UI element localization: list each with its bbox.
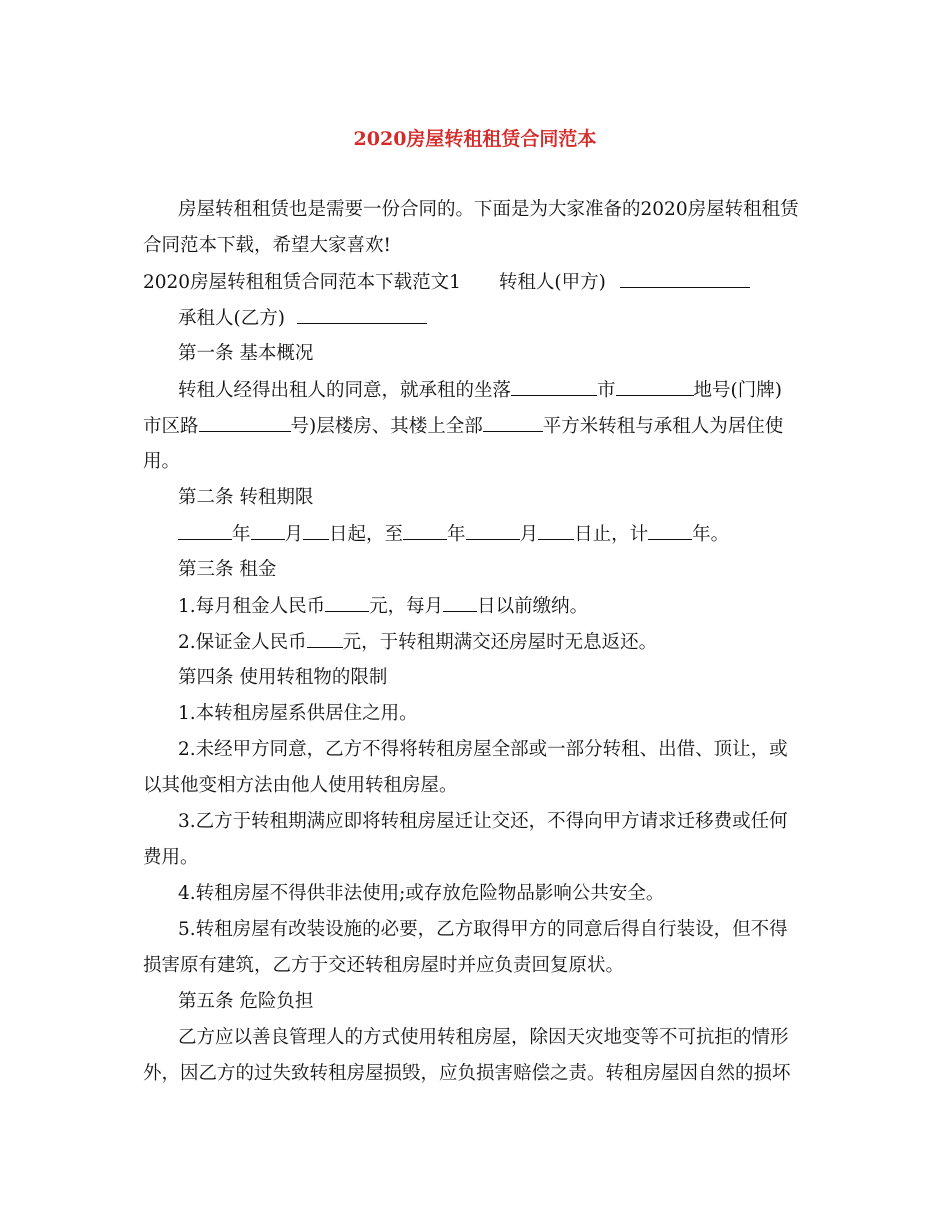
rent-text: 1.每月租金人民币 [178, 596, 326, 617]
article-3-title: 第三条 租金 [178, 559, 277, 580]
article-4-item-1: 1.本转租房屋系供居住之用。 [178, 703, 418, 724]
area-blank [483, 415, 543, 432]
rent-text: 日以前缴纳。 [477, 596, 589, 617]
article-4-item-5-line-1: 5.转租房屋有改装设施的必要，乙方取得甲方的同意后得自行装设，但不得 [178, 919, 788, 940]
party-b-blank [297, 307, 427, 324]
deposit-row [178, 631, 657, 654]
article-5-line-1: 乙方应以善良管理人的方式使用转租房屋，除因天灾地变等不可抗拒的情形 [178, 1027, 789, 1048]
article-1-text: 地号(门牌) [693, 380, 782, 401]
start-month-blank [251, 523, 285, 540]
lease-term-row [178, 523, 729, 546]
article-4-item-3-line-2: 费用。 [143, 847, 199, 868]
rent-text: 元，每月 [369, 596, 444, 617]
article-1-title: 第一条 基本概况 [178, 343, 314, 364]
deposit-blank [307, 631, 343, 648]
lease-term-text: 日止，计 [574, 524, 649, 545]
article-5-line-2: 外，因乙方的过失致转租房屋损毁，应负损害赔偿之责。转租房屋因自然的损坏 [143, 1063, 791, 1084]
article-4-title: 第四条 使用转租物的限制 [178, 667, 388, 688]
lease-term-text: 年。 [692, 524, 730, 545]
article-4-item-5-line-2: 损害原有建筑，乙方于交还转租房屋时并应负责回复原状。 [143, 955, 625, 976]
article-1-text: 转租人经得出租人的同意，就承租的坐落 [178, 380, 512, 401]
sample-heading-row [143, 271, 750, 294]
party-b-row [178, 307, 427, 330]
location-blank [511, 379, 597, 396]
article-1-text: 市区路 [143, 416, 199, 437]
start-year-blank [178, 523, 232, 540]
lease-term-text: 月 [519, 524, 539, 545]
deposit-text: 2.保证金人民币 [178, 632, 307, 653]
article-1-text: 平方米转租与承租人为居住使 [542, 416, 784, 437]
lot-number-blank [616, 379, 694, 396]
party-b-label: 承租人(乙方) [178, 308, 285, 329]
lease-term-text: 年 [447, 524, 466, 545]
lease-term-text: 日起，至 [329, 524, 404, 545]
lease-term-text: 月 [284, 524, 304, 545]
article-2-title: 第二条 转租期限 [178, 487, 314, 508]
party-a-label: 转租人(甲方) [498, 272, 606, 293]
deposit-text: 元，于转租期满交还房屋时无息返还。 [342, 632, 658, 653]
end-month-blank [466, 523, 520, 540]
intro-paragraph-line-1: 房屋转租租赁也是需要一份合同的。下面是为大家准备的2020房屋转租租赁 [178, 199, 799, 220]
article-1-line-3: 用。 [143, 451, 181, 472]
rent-row [178, 595, 588, 618]
article-5-title: 第五条 危险负担 [178, 991, 314, 1012]
intro-paragraph-line-2: 合同范本下载，希望大家喜欢! [143, 235, 391, 256]
sample-heading: 2020房屋转租租赁合同范本下载范文1 [143, 272, 461, 293]
document-title: 2020房屋转租租赁合同范本 [353, 128, 597, 150]
monthly-rent-blank [325, 595, 369, 612]
article-4-item-2-line-1: 2.未经甲方同意，乙方不得将转租房屋全部或一部分转租、出借、顶让，或 [178, 739, 788, 760]
article-1-line-2 [143, 415, 783, 438]
article-4-item-2-line-2: 以其他变相方法由他人使用转租房屋。 [143, 775, 458, 796]
payment-day-blank [443, 595, 477, 612]
end-day-blank [538, 523, 574, 540]
article-1-text: 号)层楼房、其楼上全部 [290, 416, 483, 437]
start-day-blank [303, 523, 329, 540]
article-4-item-4: 4.转租房屋不得供非法使用;或存放危险物品影响公共安全。 [178, 883, 665, 904]
article-1-text: 市 [597, 380, 616, 401]
total-years-blank [648, 523, 692, 540]
article-4-item-3-line-1: 3.乙方于转租期满应即将转租房屋迁让交还，不得向甲方请求迁移费或任何 [178, 811, 788, 832]
party-a-blank [620, 271, 750, 288]
end-year-blank [403, 523, 447, 540]
road-blank [199, 415, 291, 432]
article-1-line-1 [178, 379, 782, 402]
lease-term-text: 年 [232, 524, 251, 545]
